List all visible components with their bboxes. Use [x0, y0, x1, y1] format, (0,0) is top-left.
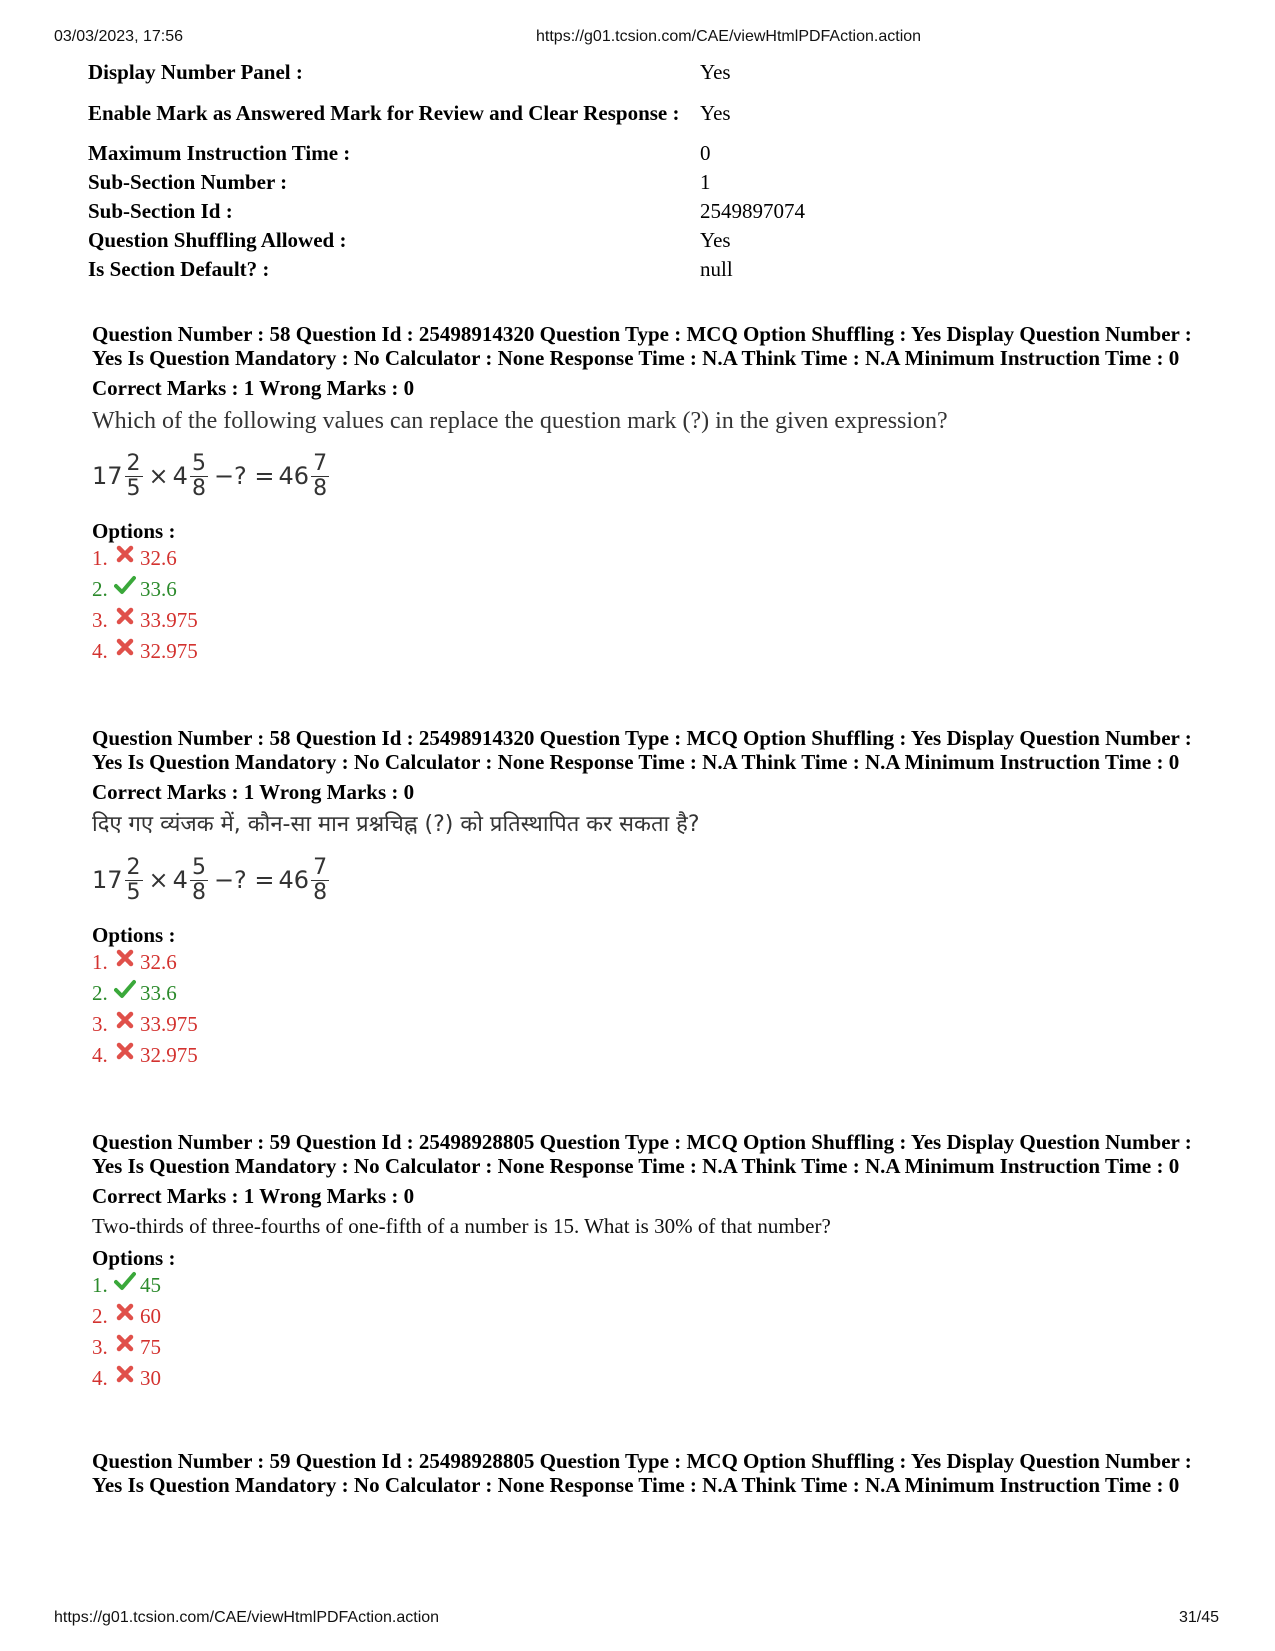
- option-item: [92, 1270, 1192, 1301]
- operator: −? =: [213, 462, 275, 490]
- numerator: 5: [191, 854, 206, 880]
- option-value: 33.975: [140, 608, 198, 632]
- question-text: Which of the following values can replace the question mark (?) in the given expression?: [92, 408, 948, 434]
- setting-label: Is Section Default? :: [88, 257, 270, 281]
- option-item: [92, 1040, 1192, 1071]
- setting-label: Question Shuffling Allowed :: [88, 228, 347, 252]
- question-text: दिए गए व्यंजक में, कौन-सा मान प्रश्नचिह्न (?) को प्रतिस्थापित कर सकता है?: [92, 812, 700, 837]
- option-item: [92, 1363, 1192, 1394]
- fraction: [311, 856, 329, 905]
- option-value: 75: [140, 1335, 161, 1359]
- option-value: 33.6: [140, 981, 177, 1005]
- operator: −? =: [213, 866, 275, 894]
- option-number: 1.: [92, 546, 108, 570]
- check-icon: [114, 1270, 136, 1292]
- fraction: [190, 856, 208, 905]
- operator: ×: [148, 462, 169, 490]
- setting-label: Enable Mark as Answered Mark for Review and Clear Response :: [88, 100, 680, 125]
- option-number: 4.: [92, 639, 108, 663]
- option-number: 1.: [92, 950, 108, 974]
- option-number: 4.: [92, 1043, 108, 1067]
- option-value: 32.6: [140, 546, 177, 570]
- cross-icon: [114, 1332, 136, 1354]
- section-settings: [88, 58, 848, 284]
- options-list: [92, 543, 1192, 667]
- setting-value: Yes: [700, 60, 731, 84]
- option-number: 2.: [92, 981, 108, 1005]
- option-number: 3.: [92, 608, 108, 632]
- fraction: [125, 856, 143, 905]
- option-number: 2.: [92, 1304, 108, 1328]
- setting-value: null: [700, 257, 733, 281]
- setting-value: 1: [700, 170, 711, 194]
- denominator: 5: [126, 879, 141, 905]
- whole-number: 46: [278, 462, 310, 490]
- print-datetime: 03/03/2023, 17:56: [54, 28, 184, 45]
- option-value: 30: [140, 1366, 161, 1390]
- option-value: 32.6: [140, 950, 177, 974]
- setting-row: [88, 58, 848, 87]
- denominator: 8: [191, 879, 206, 905]
- numerator: 7: [313, 854, 328, 880]
- question-marks: Correct Marks : 1 Wrong Marks : 0: [92, 780, 415, 804]
- option-number: 3.: [92, 1335, 108, 1359]
- operator: ×: [148, 866, 169, 894]
- setting-row: [88, 255, 848, 284]
- math-expression: [92, 847, 1192, 913]
- question-meta: Question Number : 58 Question Id : 25498914320 Question Type : MCQ Option Shuffling : Yes Display Question Number : Yes Is Question Mandatory : No Calculator : None Response Time : N.A Think Time : N.A Minimum Instruction Time : 0: [92, 322, 1192, 370]
- question-marks: Correct Marks : 1 Wrong Marks : 0: [92, 376, 415, 400]
- setting-row: [88, 168, 848, 197]
- denominator: 8: [313, 879, 328, 905]
- cross-icon: [114, 1009, 136, 1031]
- option-value: 32.975: [140, 1043, 198, 1067]
- cross-icon: [114, 543, 136, 565]
- options-list: [92, 947, 1192, 1071]
- option-item: [92, 1332, 1192, 1363]
- cross-icon: [114, 636, 136, 658]
- option-item: [92, 543, 1192, 574]
- setting-value: 2549897074: [700, 199, 805, 223]
- cross-icon: [114, 947, 136, 969]
- options-label: Options :: [92, 923, 176, 947]
- option-number: 2.: [92, 577, 108, 601]
- setting-label: Sub-Section Number :: [88, 170, 288, 194]
- whole-number: 17: [92, 866, 123, 894]
- setting-value: 0: [700, 141, 711, 165]
- setting-value: Yes: [700, 100, 731, 125]
- option-value: 33.975: [140, 1012, 198, 1036]
- option-number: 1.: [92, 1273, 108, 1297]
- whole-number: 17: [92, 462, 123, 490]
- page-number: 31/45: [1178, 1609, 1219, 1626]
- options-label: Options :: [92, 1246, 176, 1270]
- numerator: 2: [126, 450, 141, 476]
- options-list: [92, 1270, 1192, 1394]
- question-meta: Question Number : 58 Question Id : 25498914320 Question Type : MCQ Option Shuffling : Yes Display Question Number : Yes Is Question Mandatory : No Calculator : None Response Time : N.A Think Time : N.A Minimum Instruction Time : 0: [92, 726, 1192, 774]
- setting-row: [88, 197, 848, 226]
- option-item: [92, 947, 1192, 978]
- option-item: [92, 636, 1192, 667]
- numerator: 5: [191, 450, 206, 476]
- option-value: 60: [140, 1304, 161, 1328]
- setting-value: Yes: [700, 228, 731, 252]
- question-block: [92, 1449, 1192, 1497]
- question-block: [92, 1130, 1192, 1394]
- math-expression: [92, 443, 1192, 509]
- denominator: 8: [313, 475, 328, 501]
- question-text: Two-thirds of three-fourths of one-fifth of a number is 15. What is 30% of that number?: [92, 1214, 831, 1238]
- numerator: 2: [126, 854, 141, 880]
- option-item: [92, 574, 1192, 605]
- question-meta: Question Number : 59 Question Id : 25498928805 Question Type : MCQ Option Shuffling : Yes Display Question Number : Yes Is Question Mandatory : No Calculator : None Response Time : N.A Think Time : N.A Minimum Instruction Time : 0: [92, 1130, 1192, 1178]
- whole-number: 4: [172, 462, 188, 490]
- option-item: [92, 1301, 1192, 1332]
- question-meta: Question Number : 59 Question Id : 25498928805 Question Type : MCQ Option Shuffling : Yes Display Question Number : Yes Is Question Mandatory : No Calculator : None Response Time : N.A Think Time : N.A Minimum Instruction Time : 0: [92, 1449, 1192, 1497]
- check-icon: [114, 574, 136, 596]
- options-label: Options :: [92, 519, 176, 543]
- denominator: 8: [191, 475, 206, 501]
- cross-icon: [114, 1040, 136, 1062]
- footer-url: https://g01.tcsion.com/CAE/viewHtmlPDFAction.action: [54, 1609, 440, 1626]
- option-number: 4.: [92, 1366, 108, 1390]
- setting-row: [88, 87, 848, 139]
- question-block: [92, 322, 1192, 667]
- question-marks: Correct Marks : 1 Wrong Marks : 0: [92, 1184, 415, 1208]
- setting-row: [88, 139, 848, 168]
- option-item: [92, 605, 1192, 636]
- cross-icon: [114, 605, 136, 627]
- question-block: [92, 726, 1192, 1071]
- option-number: 3.: [92, 1012, 108, 1036]
- whole-number: 46: [278, 866, 310, 894]
- setting-row: [88, 226, 848, 255]
- option-value: 45: [140, 1273, 161, 1297]
- setting-label: Sub-Section Id :: [88, 199, 233, 223]
- check-icon: [114, 978, 136, 1000]
- numerator: 7: [313, 450, 328, 476]
- fraction: [190, 452, 208, 501]
- option-item: [92, 1009, 1192, 1040]
- print-url: https://g01.tcsion.com/CAE/viewHtmlPDFAction.action: [536, 28, 922, 45]
- option-value: 33.6: [140, 577, 177, 601]
- denominator: 5: [126, 475, 141, 501]
- cross-icon: [114, 1301, 136, 1323]
- fraction: [125, 452, 143, 501]
- option-item: [92, 978, 1192, 1009]
- setting-label: Display Number Panel :: [88, 60, 303, 84]
- fraction: [311, 452, 329, 501]
- whole-number: 4: [172, 866, 188, 894]
- setting-label: Maximum Instruction Time :: [88, 141, 351, 165]
- option-value: 32.975: [140, 639, 198, 663]
- cross-icon: [114, 1363, 136, 1385]
